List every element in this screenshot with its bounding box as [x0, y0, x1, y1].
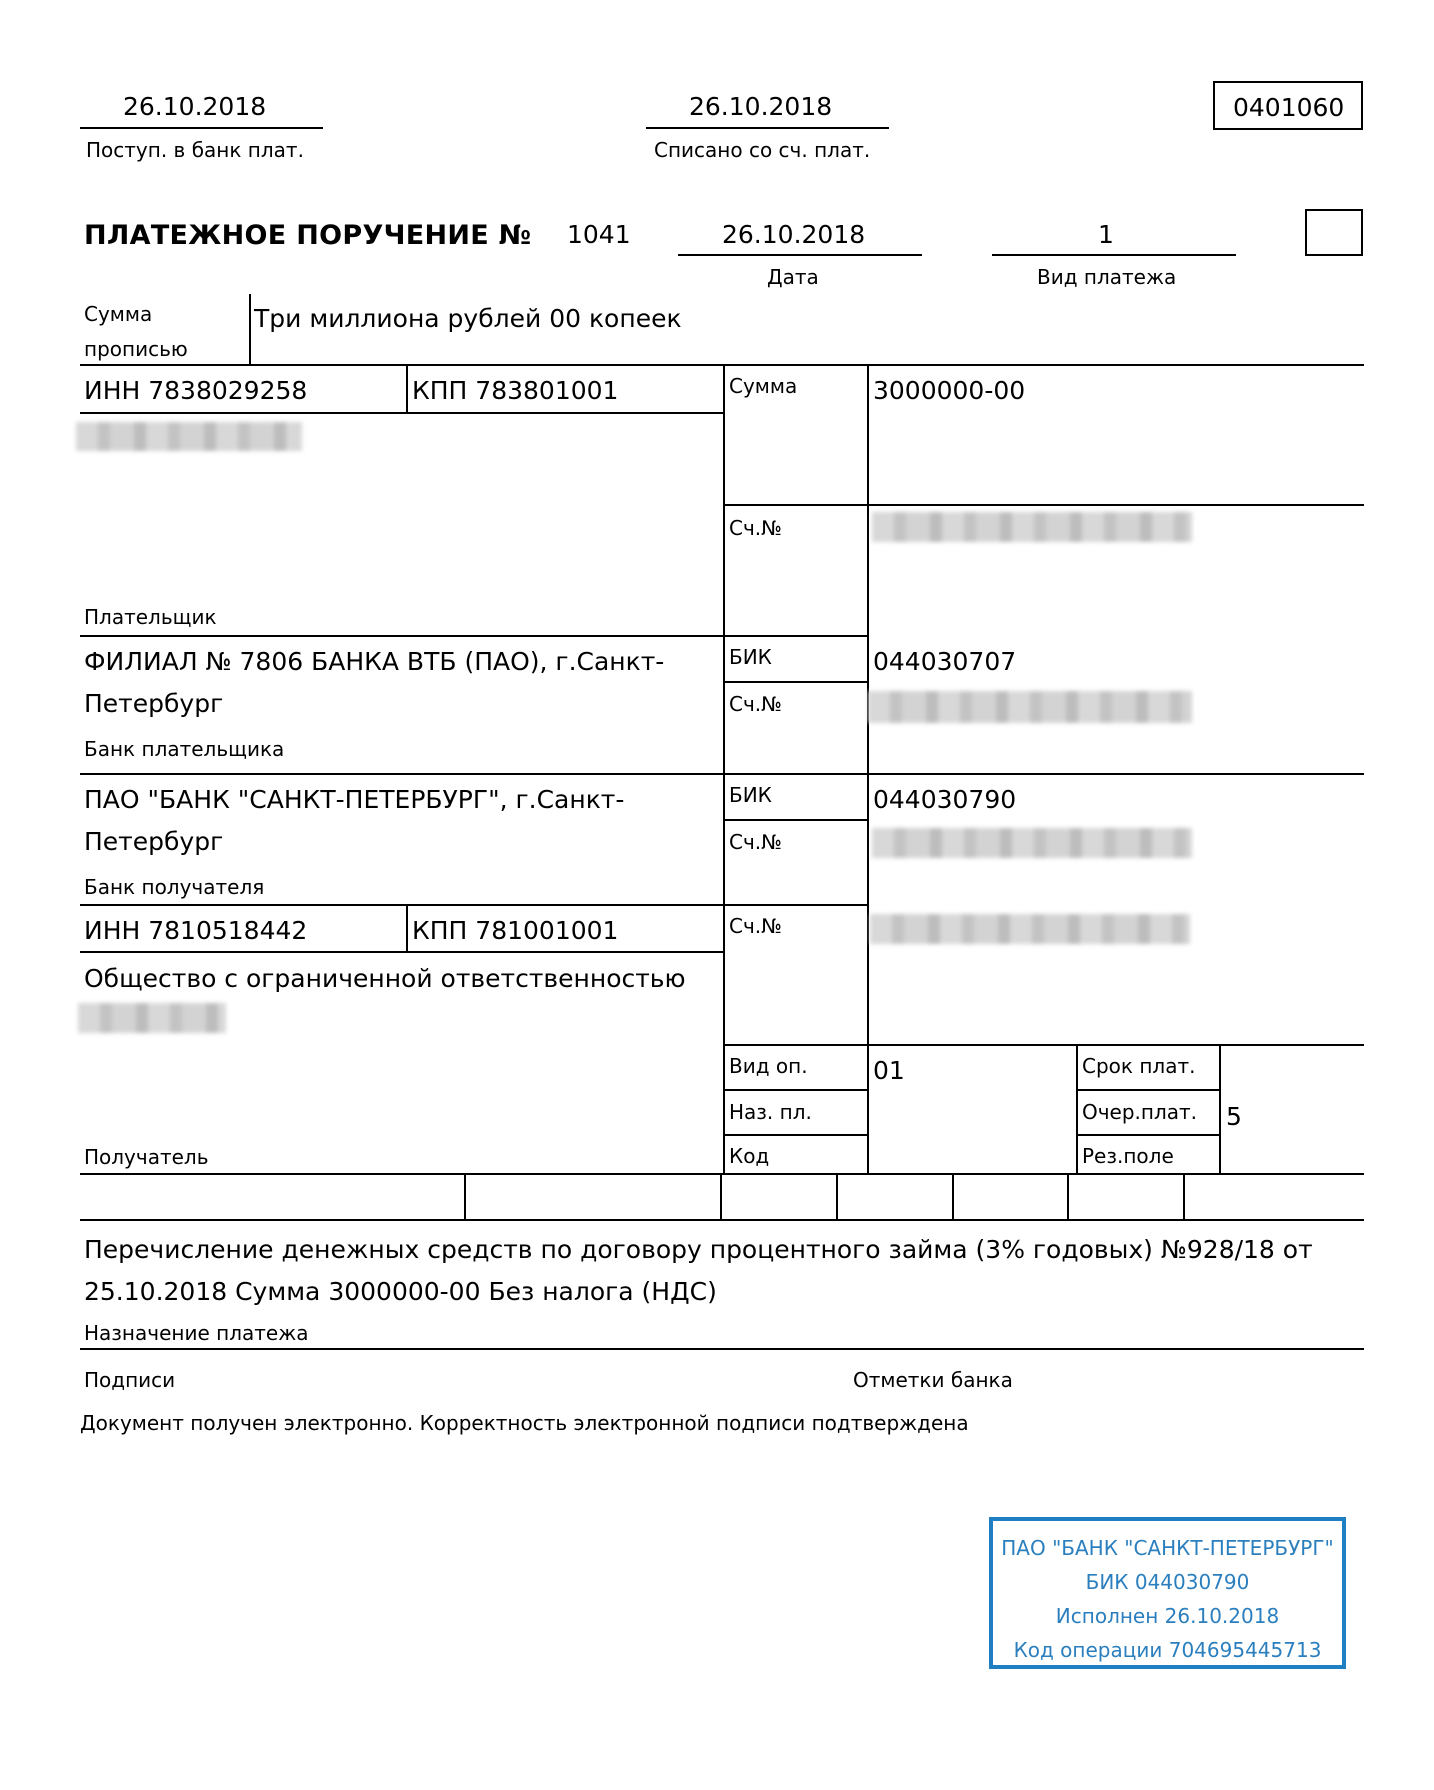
op-line-1090-left	[723, 1089, 868, 1091]
payer-kpp: КПП 783801001	[412, 376, 619, 405]
grid-line-636	[80, 635, 868, 637]
payee-label: Получатель	[84, 1145, 209, 1169]
payee-bank-account-redacted	[872, 828, 1192, 858]
grid-line-1349	[80, 1348, 1364, 1350]
stamp-line-4: Код операции 704695445713	[1013, 1638, 1322, 1662]
amount-words-label-2: прописью	[84, 337, 188, 361]
received-date: 26.10.2018	[123, 92, 267, 121]
payer-account-redacted	[872, 512, 1192, 542]
ocher-value: 5	[1226, 1102, 1242, 1131]
payment-type-underline	[992, 254, 1236, 256]
payer-name-redacted	[76, 422, 302, 451]
empty-check-box	[1305, 209, 1363, 256]
payer-inn-kpp-divider	[406, 364, 408, 413]
amount-value: 3000000-00	[873, 376, 1026, 405]
bank-marks-label: Отметки банка	[853, 1368, 1013, 1392]
grid-line-365	[80, 364, 1364, 366]
payer-bank-bik: 044030707	[873, 647, 1017, 676]
received-label: Поступ. в банк плат.	[86, 138, 304, 162]
tax-vline-5	[1067, 1173, 1069, 1221]
purpose-line-2: 25.10.2018 Сумма 3000000-00 Без налога (НДС)	[84, 1277, 717, 1306]
rez-label: Рез.поле	[1082, 1144, 1174, 1168]
amount-label: Сумма	[729, 374, 798, 398]
payee-account-label: Сч.№	[729, 914, 782, 938]
bank-stamp	[989, 1517, 1346, 1669]
payer-bank-label: Банк плательщика	[84, 737, 285, 761]
payment-type-value: 1	[1098, 220, 1114, 249]
payment-type-label: Вид платежа	[1037, 265, 1177, 289]
payer-bank-bik-label: БИК	[729, 645, 772, 669]
op-line-1135-right	[1076, 1134, 1221, 1136]
received-date-underline	[80, 127, 323, 129]
order-date-label: Дата	[767, 265, 819, 289]
order-number: 1041	[567, 220, 631, 249]
order-date: 26.10.2018	[722, 220, 866, 249]
debited-date: 26.10.2018	[689, 92, 833, 121]
tax-vline-6	[1183, 1173, 1185, 1221]
debited-label: Списано со сч. плат.	[654, 138, 871, 162]
payer-bik-underline	[723, 681, 868, 683]
stamp-line-1: ПАО "БАНК "САНКТ-ПЕТЕРБУРГ"	[1001, 1536, 1334, 1560]
stamp-line-2: БИК 044030790	[1085, 1570, 1250, 1594]
amount-words-divider	[249, 294, 251, 365]
grid-vline-868	[867, 364, 869, 1174]
grid-line-1220	[80, 1219, 1364, 1221]
vid-op-label: Вид оп.	[729, 1054, 808, 1078]
payee-inn-kpp-divider	[406, 904, 408, 953]
order-date-underline	[678, 254, 922, 256]
signatures-label: Подписи	[84, 1368, 176, 1392]
grid-line-1174	[80, 1173, 1364, 1175]
payer-bank-name-2: Петербург	[84, 689, 224, 718]
payee-account-redacted	[870, 914, 1190, 944]
srok-label: Срок плат.	[1082, 1054, 1196, 1078]
amount-words-label-1: Сумма	[84, 302, 153, 326]
op-line-1135-left	[723, 1134, 868, 1136]
payer-bank-account-redacted	[868, 691, 1192, 723]
payee-inn: ИНН 7810518442	[84, 916, 308, 945]
payee-bank-name-1: ПАО "БАНК "САНКТ-ПЕТЕРБУРГ", г.Санкт-	[84, 785, 625, 814]
vid-op-value: 01	[873, 1056, 905, 1085]
grid-vline-724	[723, 364, 725, 1174]
grid-vline-1077	[1076, 1044, 1078, 1174]
tax-vline-2	[720, 1173, 722, 1221]
purpose-line-1: Перечисление денежных средств по договору процентного займа (3% годовых) №928/18 от	[84, 1235, 1313, 1264]
payer-account-label: Сч.№	[729, 516, 782, 540]
payee-bank-bik-label: БИК	[729, 783, 772, 807]
payee-bik-underline	[723, 819, 868, 821]
payee-name: Общество с ограниченной ответственностью	[84, 964, 686, 993]
payee-inn-underline	[80, 951, 724, 953]
form-code: 0401060	[1233, 93, 1345, 122]
payee-bank-account-label: Сч.№	[729, 830, 782, 854]
payee-kpp: КПП 781001001	[412, 916, 619, 945]
grid-line-774	[80, 773, 1364, 775]
payer-inn-underline	[80, 412, 724, 414]
tax-vline-3	[836, 1173, 838, 1221]
naz-pl-label: Наз. пл.	[729, 1100, 812, 1124]
payer-inn: ИНН 7838029258	[84, 376, 308, 405]
electronic-note: Документ получен электронно. Корректность электронной подписи подтверждена	[80, 1411, 969, 1435]
payee-bank-label: Банк получателя	[84, 875, 265, 899]
debited-date-underline	[646, 127, 889, 129]
amount-underline	[723, 504, 1364, 506]
payee-name-redacted	[78, 1003, 226, 1033]
payer-bank-name-1: ФИЛИАЛ № 7806 БАНКА ВТБ (ПАО), г.Санкт-	[84, 647, 665, 676]
grid-line-1045	[723, 1044, 1364, 1046]
payer-bank-account-label: Сч.№	[729, 692, 782, 716]
op-line-1090-right	[1076, 1089, 1221, 1091]
page-title: ПЛАТЕЖНОЕ ПОРУЧЕНИЕ №	[84, 220, 532, 251]
purpose-label: Назначение платежа	[84, 1321, 309, 1345]
stamp-line-3: Исполнен 26.10.2018	[1055, 1604, 1280, 1628]
payer-label: Плательщик	[84, 605, 217, 629]
grid-vline-1220	[1219, 1044, 1221, 1174]
ocher-label: Очер.плат.	[1082, 1100, 1198, 1124]
tax-vline-4	[952, 1173, 954, 1221]
grid-line-905	[80, 904, 868, 906]
amount-words-value: Три миллиона рублей 00 копеек	[254, 304, 682, 333]
kod-label: Код	[729, 1144, 770, 1168]
payee-bank-name-2: Петербург	[84, 827, 224, 856]
tax-vline-1	[464, 1173, 466, 1221]
payee-bank-bik: 044030790	[873, 785, 1017, 814]
